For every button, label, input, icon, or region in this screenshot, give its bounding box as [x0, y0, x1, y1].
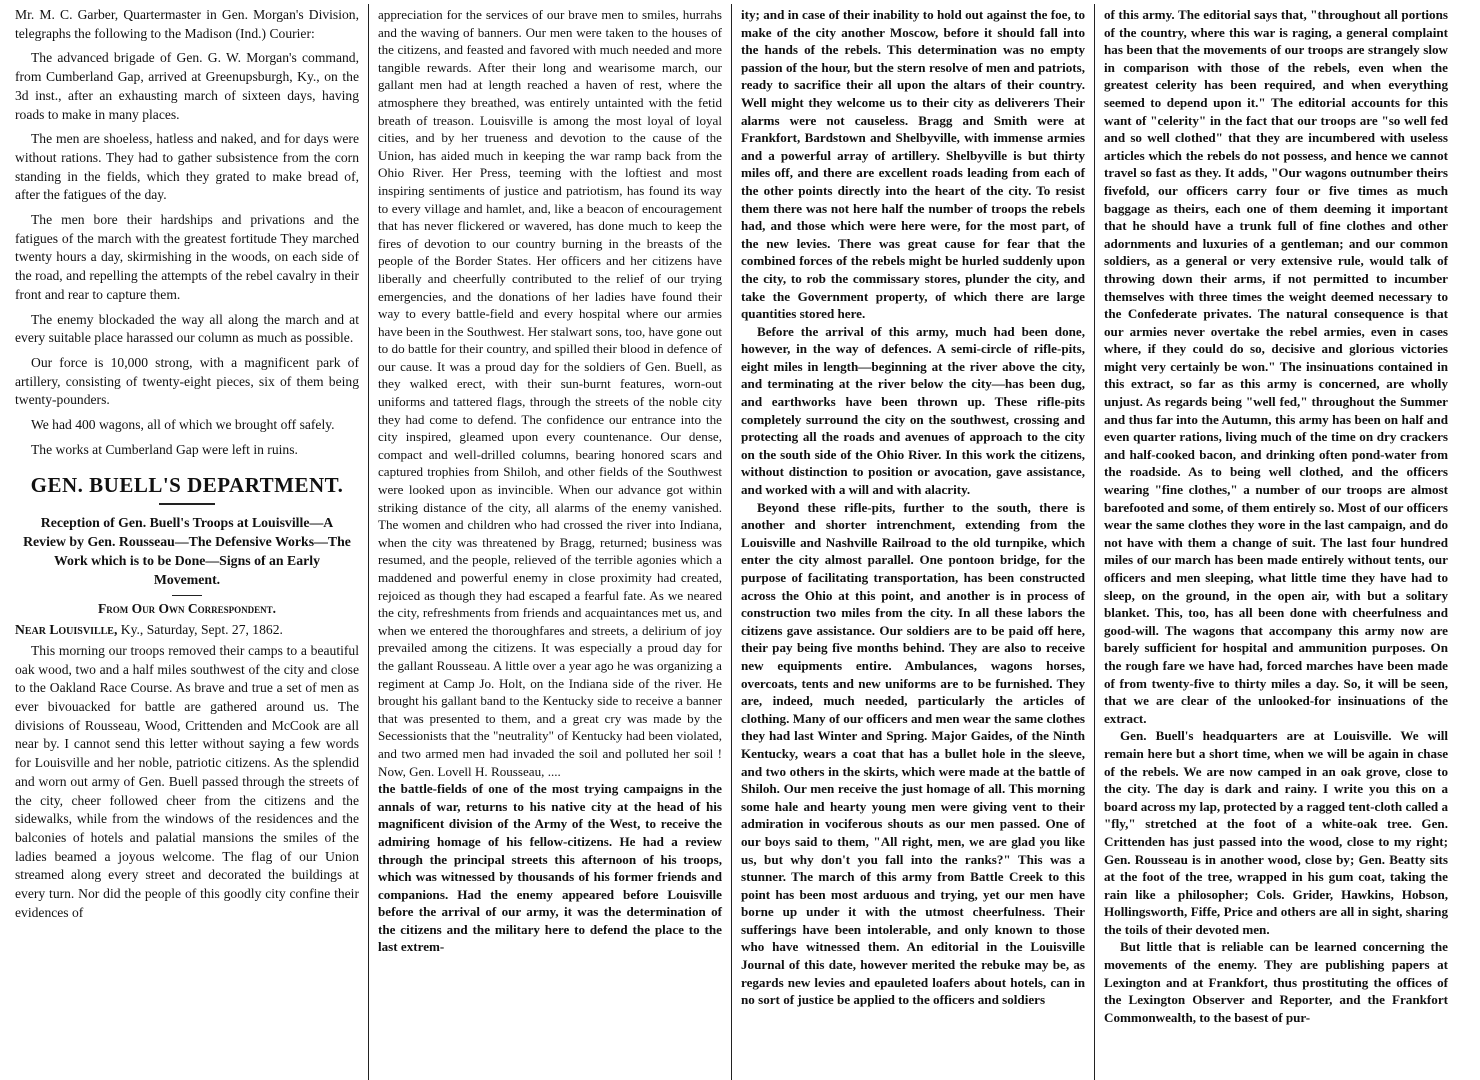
paragraph: But little that is reliable can be learned concerning the movements of the enemy. They are publishing papers at Lexington and at Frankfort, thus prostituting the offices of the Lexington Observer and Reporter, and the Frankfort Commonwealth, to the basest of pur-: [1104, 939, 1448, 1025]
intro-paragraph: Mr. M. C. Garber, Quartermaster in Gen. Morgan's Division, telegraphs the following to the Madison (Ind.) Courier:: [15, 7, 359, 41]
paragraph: The advanced brigade of Gen. G. W. Morgan's command, from Cumberland Gap, arrived at Greenupsburgh, Ky., on the 3d inst., after an exhausting march of sixteen days, having roads to make in many places.: [15, 50, 359, 122]
paragraph: appreciation for the services of our brave men to smiles, hurrahs and the waving of banners. Our men were taken to the houses of the citizens, and feasted and favored with much needed and more tangible rewards. After their long and wearisome march, our gallant men had at length reached a haven of rest, where the atmosphere they breathed, was entirely untainted with the fetid breath of treason. Louisville is among the most loyal of loyal cities, and by her trueness and devotion to the cause of the Union, has aided much in keeping the war ramp back from the Ohio River. Her Press, teeming with the loftiest and most inspiring sentiments of justice and patriotism, has found its way to every village and hamlet, and, like a beacon of encouragement that has never flickered or wavered, has done much to keep the fires of devotion to our country burning in the breasts of the people of the Border States. Her officers and her citizens have liberally and cheerfully contributed to the relief of our trying emergencies, and the donations of her ladies have found their way to every battle-field and every hospital where our armies have been in the Southwest. Her stalwart sons, too, have gone out to do battle for their country, and spilled their blood in defence of our cause. It was a proud day for the soldiers of Gen. Buell, as they walked erect, with their sun-burnt features, worn-out uniforms and tattered flags, through the streets of the noble city they had come to defend. The confidence our entrance into the city inspired, gleamed upon every countenance. Our dense, compact and well-drilled columns, bearing honored scars and captured trophies from Shiloh, and other fields of the Southwest were looked upon as invincible. When our advance got within striking distance of the city, all alarms of the enemy vanished. The women and children who had crossed the river into Indiana, when the city was threatened by Bragg, returned; business was resumed, and the people, relieved of the terrible agonies which a maddened and powerful enemy in close proximity had created, rejoiced as though they had escaped a fearful fate. As we neared the city, refreshments from friends and acquaintances met us, and when we entered the thoroughfares and streets, a delirium of joy prevailed among the citizens. It was especially a proud day for the gallant Rousseau. A little over a year ago he was organizing a regiment at Camp Jo. Holt, on the Indiana side of the river. He brought his gallant band to the Kentucky side to receive a banner that was presented to them, and a great cry was made by the Secessionists that the "neutrality" of Kentucky had been violated, and two armed men had invaded the soil and polluted her soil ! Now, Gen. Lovell H. Rousseau, ....: [378, 7, 722, 779]
paragraph: The works at Cumberland Gap were left in ruins.: [31, 441, 298, 457]
dateline-place: Near Louisville,: [15, 622, 118, 638]
section-headline: GEN. BUELL'S DEPARTMENT.: [30, 473, 344, 498]
article-deck: Reception of Gen. Buell's Troops at Louisville—A Review by Gen. Rousseau—The Defensive Works—The Work which is to be Done—Signs of an Early Movement.: [23, 515, 351, 588]
column-2: [369, 2, 731, 1080]
column-4: [1095, 2, 1457, 1080]
headline-divider: [159, 503, 215, 505]
paragraph: ity; and in case of their inability to hold out against the foe, to make of the city another Moscow, before it should fall into the hands of the rebels. This determination was no empty passion of the hour, but the stern resolve of men and patriots, ready to sacrifice their all upon the altars of their country. Well might they welcome us to their city as deliverers Their alarms were not causeless. Bragg and Smith were at Frankfort, Bardstown and Shelbyville, with immense armies and a powerful array of artillery. Shelbyville is but thirty miles off, and there are excellent roads leading from each of the other points directly into the heart of the city. To resist them there was not here half the number of troops the rebels had, and those which were here were, for the most part, of the new levies. There was great cause for fear that the combined forces of the rebels might be hurled suddenly upon the city, to rob the commissary stores, plunder the city, and take the Government property, of which there are large quantities stored here.: [741, 7, 1085, 322]
paragraph: the battle-fields of one of the most trying campaigns in the annals of war, returns to his native city at the head of his magnificent division of the Army of the West, to receive the admiring homage of his fellow-citizens. He had a review through the principal streets this afternoon of his troops, which was witnessed by thousands of his former friends and companions. Had the enemy appeared before Louisville before the arrival of our army, it was the determination of the citizens and the military here to defend the place to the last extrem-: [378, 781, 722, 955]
paragraph: of this army. The editorial says that, "throughout all portions of the country, where this war is raging, a general complaint has been that the movements of our troops are strangely slow in comparison with those of the rebels, even when the greatest celerity has been required, and when everything seemed to depend upon it." The editorial accounts for this want of "celerity" in the fact that our troops are "so well fed and so well clothed" that they are incumbered with useless articles which the rebels do not possess, and hence we cannot travel so fast as they. It adds, "Our wagons outnumber theirs fivefold, our officers carry four or five times as much baggage as theirs, each one of them deeming it important that he should have a trunk full of fine clothes and other adornments and luxuries of a gentleman; and our common soldiers, as a general or very extensive rule, would talk of throwing down their arms, if not permitted to incumber themselves with three times the weight deemed necessary to the Confederate privates. The natural consequence is that our armies never overtake the rebel armies, even in cases where, if they could do so, decisive and glorious victories might very certainly be won." The insinuations contained in this extract, so far as this army is concerned, are wholly unjust. As regards being "well fed," throughout the Summer and thus far into the Autumn, this army has been on half and even quarter rations, living much of the time on dry crackers and half-cooked bacon, and drinking often pond-water from the roadside. As to being well clothed, and the officers wearing "fine clothes," a number of our troops are almost barefooted and some, of them entirely so. Most of our officers wear the same clothes they wore in the last campaign, and do not have with them a change of suit. The last four hundred miles of our march has been made entirely without tents, our officers and men sleeping, what little time they have had to sleep, on the ground, in the open air, with but a solitary blanket. This, too, has all been done with cheerfulness and good-will. The wagons that accompany this army now are barely sufficient for hospital and ammunition purposes. On the rough fare we have had, forced marches have been made of from twenty-five to thirty miles a day. So, it will be seen, that we are clear of the unlooked-for insinuations of the extract.: [1104, 7, 1448, 726]
paragraph: Gen. Buell's headquarters are at Louisville. We will remain here but a short time, when we will be again in chase of the rebels. We are now camped in an oak grove, close to the city. The day is dark and rainy. I write you this on a board across my lap, protected by a ragged tent-cloth called a "fly," stretched at the foot of a white-oak tree. Gen. Crittenden has just passed into the wood, close to my right; Gen. Rousseau is in another wood, close by; Gen. Beatty sits at the foot of the tree, wrapped in his gum coat, taking the rain like a philosopher; Cols. Grider, Hawkins, Hobson, Hollingsworth, Fiffe, Price and others are all in sight, sharing the toils of their devoted men.: [1104, 728, 1448, 937]
column-1: [6, 2, 368, 1080]
paragraph: The men bore their hardships and privations and the fatigues of the march with the greatest fortitude They marched twenty hours a day, skirmishing in the woods, on each side of the road, and repelling the attempts of the rebel cavalry in their front and rear to capture them.: [15, 212, 359, 302]
deck-divider: [172, 595, 202, 596]
paragraph: Our force is 10,000 strong, with a magnificent park of artillery, consisting of twenty-eight pieces, six of them being twenty-pounders.: [15, 354, 359, 408]
dateline-date: Ky., Saturday, Sept. 27, 1862.: [120, 622, 283, 638]
dateline: [15, 621, 359, 640]
byline: From Our Own Correspondent.: [97, 601, 276, 617]
paragraph: The enemy blockaded the way all along the march and at every suitable place harassed our column as much as possible.: [15, 311, 359, 346]
paragraph: Before the arrival of this army, much had been done, however, in the way of defences. A semi-circle of rifle-pits, eight miles in length—beginning at the river above the city, and terminating at the river below the city—has been dug, and earthworks have been thrown up. These rifle-pits completely surround the city on the southwest, crossing and protecting all the roads and avenues of approach to the city on the south side of the Ohio River. In this work the citizens, without distinction to position or avocation, gave assistance, and worked with a will and with alacrity.: [741, 323, 1085, 498]
paragraph: Beyond these rifle-pits, further to the south, there is another and shorter intrenchment, extending from the Louisville and Nashville Railroad to the old turnpike, which enter the city almost parallel. One pontoon bridge, for the purpose of facilitating transportation, has been constructed across the Ohio at this point, and another is in process of construction two miles from the city. In all these labors the citizens gave assistance. Our soldiers are to be paid off here, their pay being five months behind. They are also to receive new equipments entire. Ambulances, wagons horses, overcoats, tents and new uniforms are to be furnished. They are, indeed, much needed, particularly the articles of clothing. Many of our officers and men wear the same clothes they had last Winter and Spring. Major Gaides, of the Ninth Kentucky, wears a coat that has a bullet hole in the sleeve, and two others in the skirts, which were made at the battle of Shiloh. Our men receive the just homage of all. This morning some hale and hearty young men were giving vent to their admiration in vociferous shouts as our men passed. One of our boys said to them, "All right, men, we are glad you like us, but why don't you fall into the ranks?" This was a stunner. The march of this army from Battle Creek to this point has been most arduous and trying, yet our men have borne up under it with the utmost cheerfulness. Their sufferings have been intolerable, and only known to those who have witnessed them. An editorial in the Louisville Journal of this date, however merited the rebuke may be, as regards new levies and epauleted loafers about hotels, can in no sort of justice be applied to the officers and soldiers: [741, 499, 1085, 1008]
paragraph: This morning our troops removed their camps to a beautiful oak wood, two and a half miles southwest of the city and close to the Oakland Race Course. As brave and true a set of men as ever bivouacked for battle are gathered around us. The divisions of Rousseau, Wood, Crittenden and McCook are all near by. I cannot send this letter without saying a few words for Louisville and her noble, patriotic citizens. As the splendid and worn out army of Gen. Buell passed through the streets of the city, cheer followed cheer from the citizens and the sidewalks, while from the windows of the residences and the balconies of hotels and palatial mansions the smiles of the ladies beamed a joyous welcome. The flag of our Union streamed along every street and decorated the buildings at every turn. Nor did the people of this goodly city confine their evidences of: [15, 642, 359, 920]
paragraph: We had 400 wagons, all of which we brought off safely.: [31, 417, 335, 433]
column-3: [732, 2, 1094, 1080]
paragraph: The men are shoeless, hatless and naked, and for days were without rations. They had to gather subsistence from the corn standing in the fields, which they grated to make bread of, after the fatigues of the day.: [15, 131, 359, 203]
